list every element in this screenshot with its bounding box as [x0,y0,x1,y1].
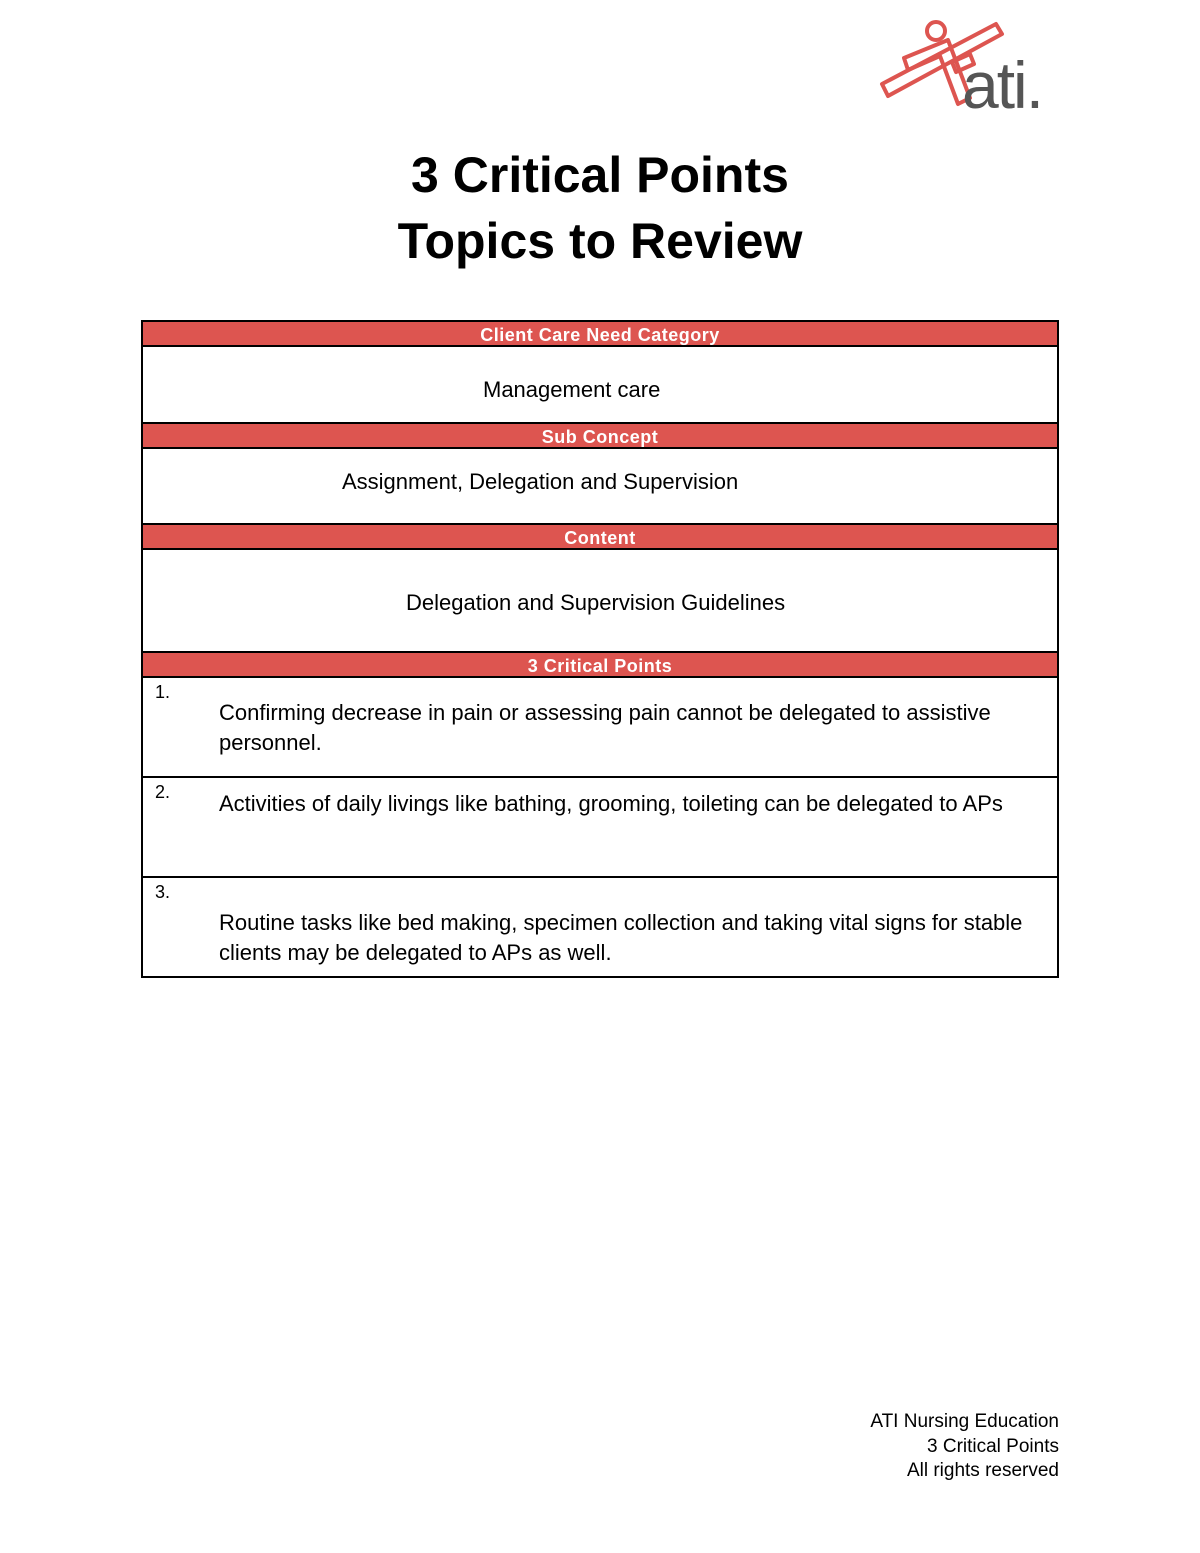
critical-point-row [143,678,1057,778]
footer-line-1: ATI Nursing Education [870,1411,1059,1432]
point-text: Confirming decrease in pain or assessing pain cannot be delegated to assistive personnel. [219,700,991,755]
subconcept-value: Assignment, Delegation and Supervision [342,469,739,494]
point-number: 2. [155,782,171,802]
critical-point-row [143,778,1057,878]
critical-point-row [143,878,1057,978]
ati-logo-text: ati. [962,48,1043,122]
content-header: Content [143,523,1057,550]
page-footer [870,1410,1059,1484]
point-text: Routine tasks like bed making, specimen collection and taking vital signs for stable clients may be delegated to APs as well. [219,910,1023,965]
footer-line-3: All rights reserved [906,1460,1059,1481]
footer-line-2: 3 Critical Points [927,1435,1059,1457]
content-cell [143,550,1057,651]
page-title [0,142,1200,274]
title-line-2: Topics to Review [397,213,803,269]
category-cell [143,347,1057,422]
title-line-1: 3 Critical Points [411,147,789,203]
content-value: Delegation and Supervision Guidelines [406,590,786,615]
category-header: Client Care Need Category [143,320,1057,347]
subconcept-cell [143,449,1057,523]
point-number: 3. [155,882,171,902]
category-value: Management care [483,377,661,402]
point-number: 1. [155,682,171,702]
point-text: Activities of daily livings like bathing, grooming, toileting can be delegated to APs [219,791,1003,816]
points-header: 3 Critical Points [143,651,1057,678]
subconcept-header: Sub Concept [143,422,1057,449]
critical-points-table [141,320,1059,978]
